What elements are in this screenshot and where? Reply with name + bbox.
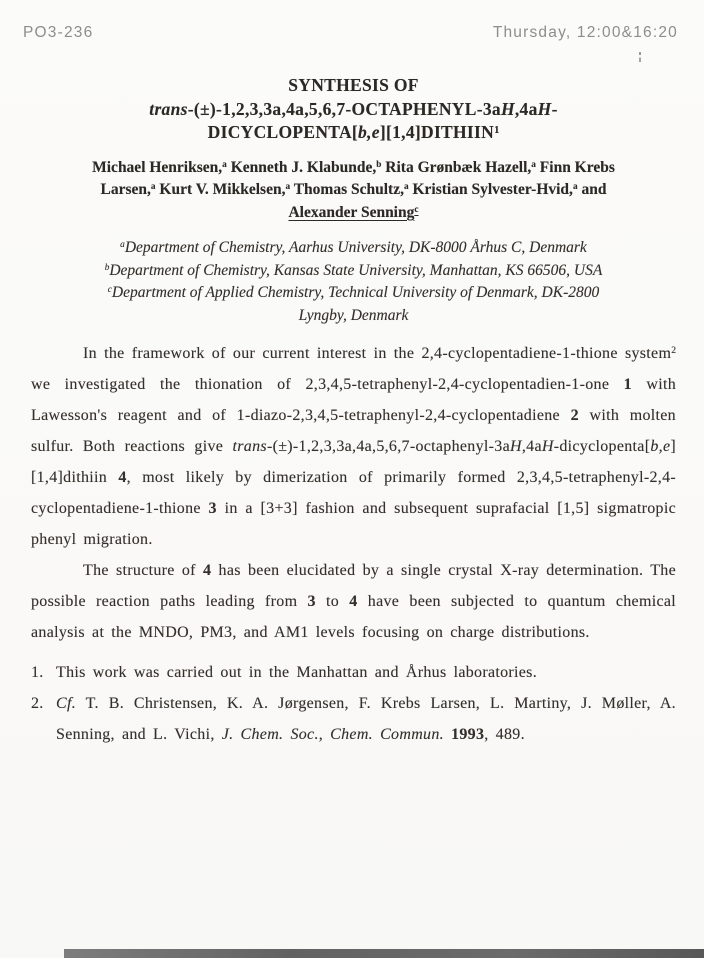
- abstract-body: [31, 338, 676, 750]
- affiliation-line: $^c$Department of Applied Chemistry, Technical University of Denmark, DK-2800: [107, 284, 600, 301]
- page-header: [23, 24, 678, 42]
- footnote-1: [31, 657, 676, 688]
- affiliation-list: [31, 237, 676, 327]
- title-line-3: DICYCLOPENTA[b,e][1,4]DITHIIN$^1$: [207, 122, 500, 142]
- footnote-list: [31, 657, 676, 750]
- author-line: Alexander Senning$^c$: [288, 203, 419, 221]
- footnote-text: This work was carried out in the Manhattan and Århus laboratories.: [56, 664, 538, 681]
- title-line-2: trans-(±)-1,2,3,3a,4a,5,6,7-OCTAPHENYL-3aH,4aH-: [149, 98, 558, 119]
- scan-speck-artifact: [639, 52, 641, 62]
- author-line: Larsen,$^a$ Kurt V. Mikkelsen,$^a$ Thomas Schultz,$^a$ Kristian Sylvester-Hvid,$^a$ and: [100, 181, 607, 198]
- footnote-number: 1.: [31, 664, 44, 681]
- title-line-1: SYNTHESIS OF: [288, 75, 419, 95]
- affiliation-line: $^a$Department of Chemistry, Aarhus University, DK-8000 Århus C, Denmark: [120, 239, 587, 256]
- abstract-content: [31, 74, 676, 750]
- author-list: [31, 157, 676, 225]
- affiliation-line: Lyngby, Denmark: [298, 306, 409, 324]
- poster-id: PO3-236: [23, 24, 94, 41]
- author-line: Michael Henriksen,$^a$ Kenneth J. Klabunde,$^b$ Rita Grønbæk Hazell,$^a$ Finn Krebs: [92, 158, 615, 176]
- footnote-text: Cf. T. B. Christensen, K. A. Jørgensen, F. Krebs Larsen, L. Martiny, J. Møller, A. Senning, and L. Vichi, J. Chem. Soc., Chem. Commun. 1993, 489.: [56, 695, 676, 743]
- scan-edge-shadow-bar: [64, 949, 704, 958]
- body-paragraph-1: In the framework of our current interest in the 2,4-cyclopentadiene-1-thione system$^2$ we investigated the thionation of 2,3,4,5-tetraphenyl-2,4-cyclopentadien-1-one 1 with Lawesson's reagent and of 1-diazo-2,3,4,5-tetraphenyl-2,4-cyclopentadiene 2 with molten sulfur. Both reactions give trans-(±)-1,2,3,3a,4a,5,6,7-octaphenyl-3aH,4aH-dicyclopenta[b,e][1,4]dithiin 4, most likely by dimerization of primarily formed 2,3,4,5-tetraphenyl-2,4-cyclopentadiene-1-thione 3 in a [3+3] fashion and subsequent suprafacial [1,5] sigmatropic phenyl migration.: [31, 345, 677, 548]
- affiliation-line: $^b$Department of Chemistry, Kansas State University, Manhattan, KS 66506, USA: [104, 261, 603, 279]
- body-paragraph-2: The structure of 4 has been elucidated by a single crystal X-ray determination. The possible reaction paths leading from 3 to 4 have been subjected to quantum chemical analysis at the MNDO, PM3, and AM1 levels focusing on charge distributions.: [31, 562, 677, 641]
- footnote-number: 2.: [31, 695, 44, 712]
- footnote-2: [31, 688, 676, 750]
- session-schedule: Thursday, 12:00&16:20: [492, 24, 678, 41]
- paper-title: [31, 74, 676, 145]
